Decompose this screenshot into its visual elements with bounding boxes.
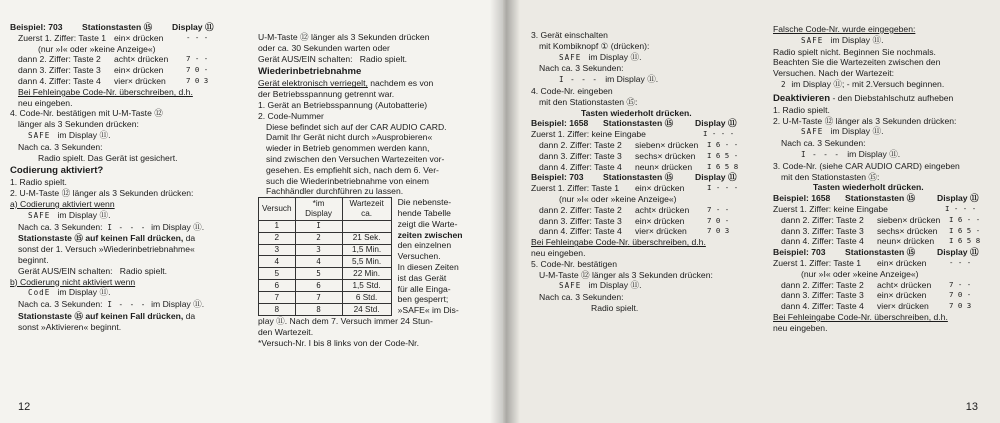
text-line: den Wartezeit.	[258, 326, 314, 337]
text-line: Diese befindet sich auf der CAR AUDIO CARD.	[266, 121, 447, 132]
table-row: 2 2 21 Sek.	[259, 232, 392, 244]
step-4-wait: Nach ca. 3 Sekunden:	[18, 141, 103, 152]
right-column-1	[531, 30, 767, 314]
warning-line: Stationstaste ⑮ auf keinen Fall drücken, da	[18, 310, 196, 321]
table-row: dann 4. Ziffer: Taste 4 vier× drücken 7 0 3	[18, 75, 209, 86]
wrong-code-title: Falsche Code-Nr. wurde eingegeben:	[773, 24, 916, 34]
display-line: SAFE im Display ⑪.	[801, 126, 884, 137]
display-line: 2 im Display ⑪; - mit 2.Versuch beginnen.	[781, 78, 945, 89]
table-row: (nur »I« oder »keine Anzeige«)	[559, 193, 677, 204]
table-side-text	[398, 197, 463, 316]
table-row: 5 5 22 Min.	[259, 268, 392, 280]
table-header	[259, 198, 392, 221]
text-line: den einzelnen	[397, 240, 452, 251]
table-row: dann 2. Ziffer: Taste 2 sieben× drücken I 6 - -	[539, 139, 739, 150]
text-line: ist das Gerät	[397, 272, 447, 283]
text-line: Beachten Sie die Wartezeiten zwischen den	[773, 57, 941, 68]
example-703-header: Beispiel: 703 Stationstasten ⑮ Display ⑪	[773, 247, 979, 258]
display-line: I - - - im Display ⑪.	[559, 74, 659, 85]
table-row: dann 2. Ziffer: Taste 2 sieben× drücken I 6 - -	[781, 214, 981, 225]
table-row: dann 4. Ziffer: Taste 4 vier× drücken 7 0 3	[781, 301, 972, 312]
table-row: dann 4. Ziffer: Taste 4 vier× drücken 7 0 3	[539, 226, 730, 237]
text-line: Nach ca. 3 Sekunden:	[539, 63, 624, 74]
text-line: play ⑪. Nach dem 7. Versuch immer 24 Stun-	[258, 315, 433, 326]
display-line: SAFE im Display ⑪.	[559, 280, 642, 291]
text-line: U-M-Taste ⑫ länger als 3 Sekunden drücken	[258, 32, 430, 42]
table-row: Zuerst 1. Ziffer: keine Eingabe I - - -	[531, 129, 735, 140]
table-row: dann 4. Ziffer: Taste 4 neun× drücken I 6 5 8	[781, 236, 981, 247]
table-row: (nur »I« oder »keine Anzeige«)	[38, 43, 156, 54]
text-line: Gerät AUS/EIN schalten: Radio spielt.	[258, 53, 408, 64]
text-line: der Betriebsspannung getrennt war.	[258, 89, 395, 100]
text-line: 1. Radio spielt.	[773, 104, 830, 115]
repeat-note: Tasten wiederholt drücken.	[581, 107, 692, 118]
book-gutter-shadow	[490, 0, 520, 423]
table-row: Zuerst 1. Ziffer: keine Eingabe I - - -	[773, 203, 977, 214]
text-line: neu eingeben.	[531, 247, 586, 258]
text-line: Versuchen. Nach der Wartezeit:	[773, 68, 895, 79]
text-line: 3. Code-Nr. (siehe CAR AUDIO CARD) eingeben	[773, 160, 960, 171]
warning-line: Stationstaste ⑮ auf keinen Fall drücken, da	[18, 233, 196, 244]
display-line: I - - - im Display ⑪.	[801, 148, 901, 159]
text-line: Nach ca. 3 Sekunden:	[539, 292, 624, 303]
example-1658-header: Beispiel: 1658 Stationstasten ⑮ Display ⑪	[773, 193, 979, 204]
table-row: (nur »I« oder »keine Anzeige«)	[801, 268, 919, 279]
text-line: Die nebenste-	[397, 197, 452, 208]
text-line: oder ca. 30 Sekunden warten oder	[258, 42, 390, 53]
display-line: Nach ca. 3 Sekunden: I - - - im Display ⑪.	[18, 221, 205, 232]
text-line: zeiten zwischen	[397, 229, 463, 240]
table-row: dann 4. Ziffer: Taste 4 neun× drücken I 6 5 8	[539, 161, 739, 172]
text-line: a) Codierung aktiviert wenn	[10, 198, 115, 209]
step-4: 4. Code-Nr. bestätigen mit U-M-Taste ⑫	[10, 108, 163, 119]
text-line: Fachhändler durchführen zu lassen.	[266, 186, 404, 197]
table-row: 1 I	[259, 220, 392, 232]
table-row: 6 6 1,5 Std.	[259, 280, 392, 292]
error-note-2: neu eingeben.	[18, 97, 73, 108]
text-line: für alle Eingа-	[397, 283, 451, 294]
text-line: Gerät elektronisch verriegelt, nachdem es von	[258, 78, 434, 89]
text-line: zeigt die Warte-	[397, 218, 458, 229]
text-line: gesehen. Es empfiehlt sich, nach dem 6. Ver-	[266, 164, 439, 175]
example-703-header: Beispiel: 703 Stationstasten ⑮ Display ⑪	[531, 172, 737, 183]
text-line: U-M-Taste ⑫ länger als 3 Sekunden drücken:	[539, 269, 713, 280]
text-line: wieder in Betrieb genommen werden kann,	[266, 143, 430, 154]
col-head: Wartezeit ca.	[342, 198, 391, 221]
step-4-line: länger als 3 Sekunden drücken:	[18, 119, 139, 130]
text-line: 2. U-M-Taste ⑫ länger als 3 Sekunden drücken:	[773, 115, 957, 126]
text-line: Radio spielt nicht. Beginnen Sie nochmals.	[773, 46, 936, 57]
table-row: dann 3. Ziffer: Taste 3 ein× drücken 7 0 -	[781, 290, 972, 301]
table-row: 4 4 5,5 Min.	[259, 256, 392, 268]
example-703-header: Beispiel: 703 Stationstasten ⑮ Display ⑪	[10, 22, 214, 32]
text-line: 1. Gerät an Betriebsspannung (Autobatterie)	[258, 99, 428, 110]
text-line: neu eingeben.	[773, 322, 828, 333]
col-head: *im Display	[295, 198, 342, 221]
display-line: SAFE im Display ⑪.	[801, 34, 884, 45]
table-row: Zuerst 1. Ziffer: Taste 1 ein× drücken - - -	[773, 257, 972, 268]
example-1658-header: Beispiel: 1658 Stationstasten ⑮ Display ⑪	[531, 118, 737, 129]
footnote: *Versuch-Nr. I bis 8 links von der Code-Nr.	[258, 337, 419, 348]
section-title-wiederinbetriebnahme: Wiederinbetriebnahme	[258, 66, 362, 78]
text-line: 1. Radio spielt.	[10, 177, 67, 188]
step-5: 5. Code-Nr. bestätigen	[531, 258, 617, 269]
text-line: In diesen Zeiten	[397, 261, 459, 272]
left-column-2	[258, 32, 493, 348]
waiting-time-table	[258, 197, 392, 316]
error-note: Bei Fehleingabe Code-Nr. überschreiben, d.h.	[18, 86, 193, 97]
text-line: beginnt.	[18, 254, 49, 265]
page-number-right: 13	[965, 401, 978, 413]
text-line: mit Kombiknopf ① (drücken):	[539, 40, 650, 51]
table-row: 7 7 6 Std.	[259, 292, 392, 304]
page-number-left: 12	[18, 401, 31, 413]
text-line: Nach ca. 3 Sekunden:	[781, 138, 866, 149]
display-line: SAFE im Display ⑪.	[28, 129, 111, 140]
deactivate-title: Deaktivieren - den Diebstahlschutz aufheben	[773, 92, 954, 104]
step-3: 3. Gerät einschalten	[531, 30, 608, 40]
section-title-codierung: Codierung aktiviert?	[10, 165, 104, 177]
repeat-note: Tasten wiederholt drücken.	[813, 182, 924, 193]
col-head: Versuch	[259, 198, 296, 221]
text-line: »SAFE« im Dis-	[397, 305, 459, 316]
display-line: SAFE im Display ⑪.	[28, 209, 111, 220]
error-note: Bei Fehleingabe Code-Nr. überschreiben, d.h.	[773, 311, 948, 322]
text-line: 2. Code-Nummer	[258, 110, 324, 121]
text-line: Versuchen.	[397, 251, 441, 262]
text-line: ben gesperrt;	[397, 294, 449, 305]
text-line: mit den Stationstasten ⑮:	[539, 96, 638, 107]
table-row: dann 2. Ziffer: Taste 2 acht× drücken 7 - -	[18, 54, 209, 65]
table-row: 8 8 24 Std.	[259, 303, 392, 315]
text-line: b) Codierung nicht aktiviert wenn	[10, 276, 136, 287]
table-row: 3 3 1,5 Min.	[259, 244, 392, 256]
text-line: sonst »Aktivieren« beginnt.	[18, 321, 122, 332]
table-row: dann 3. Ziffer: Taste 3 sechs× drücken I 6 5 -	[781, 225, 981, 236]
table-row: dann 3. Ziffer: Taste 3 ein× drücken 7 0 -	[18, 65, 209, 76]
table-row: Zuerst 1. Ziffer: Taste 1 ein× drücken I - - -	[531, 183, 739, 194]
text-line: Radio spielt.	[591, 302, 639, 313]
display-line: Nach ca. 3 Sekunden: I - - - im Display ⑪.	[18, 299, 205, 310]
right-column-2	[773, 24, 993, 334]
page-right	[503, 0, 1000, 423]
text-line: sonst der 1. Versuch »Wiederinbetriebnahme«	[18, 244, 195, 255]
step-4: 4. Code-Nr. eingeben	[531, 85, 613, 96]
text-line: 2. U-M-Taste ⑫ länger als 3 Sekunden drücken:	[10, 188, 194, 199]
table-row: dann 2. Ziffer: Taste 2 acht× drücken 7 - -	[781, 279, 972, 290]
text-line: mit den Stationstasten ⑮:	[781, 171, 880, 182]
display-line: SAFE im Display ⑪.	[559, 51, 642, 62]
table-row: Zuerst 1. Ziffer: Taste 1 ein× drücken - - -	[18, 32, 209, 43]
step-4-result: Radio spielt. Das Gerät ist gesichert.	[38, 152, 178, 163]
left-column-1	[10, 22, 252, 333]
text-line: such die Wiederinbetriebnahme von einem	[266, 175, 429, 186]
text-line: Damit Ihr Gerät nicht durch »Ausprobieren«	[266, 132, 433, 143]
text-line: sind zwischen den Versuchen Wartezeiten vor-	[266, 153, 445, 164]
table-row: dann 2. Ziffer: Taste 2 acht× drücken 7 - -	[539, 204, 730, 215]
text-line: Gerät AUS/EIN schalten: Radio spielt.	[18, 265, 168, 276]
waiting-table-wrap	[258, 197, 493, 316]
display-line: CodE im Display ⑪.	[28, 287, 111, 298]
table-row: dann 3. Ziffer: Taste 3 ein× drücken 7 0 -	[539, 215, 730, 226]
table-row: dann 3. Ziffer: Taste 3 sechs× drücken I 6 5 -	[539, 150, 739, 161]
text-line: hende Tabelle	[397, 207, 451, 218]
error-note: Bei Fehleingabe Code-Nr. überschreiben, d.h.	[531, 237, 706, 248]
